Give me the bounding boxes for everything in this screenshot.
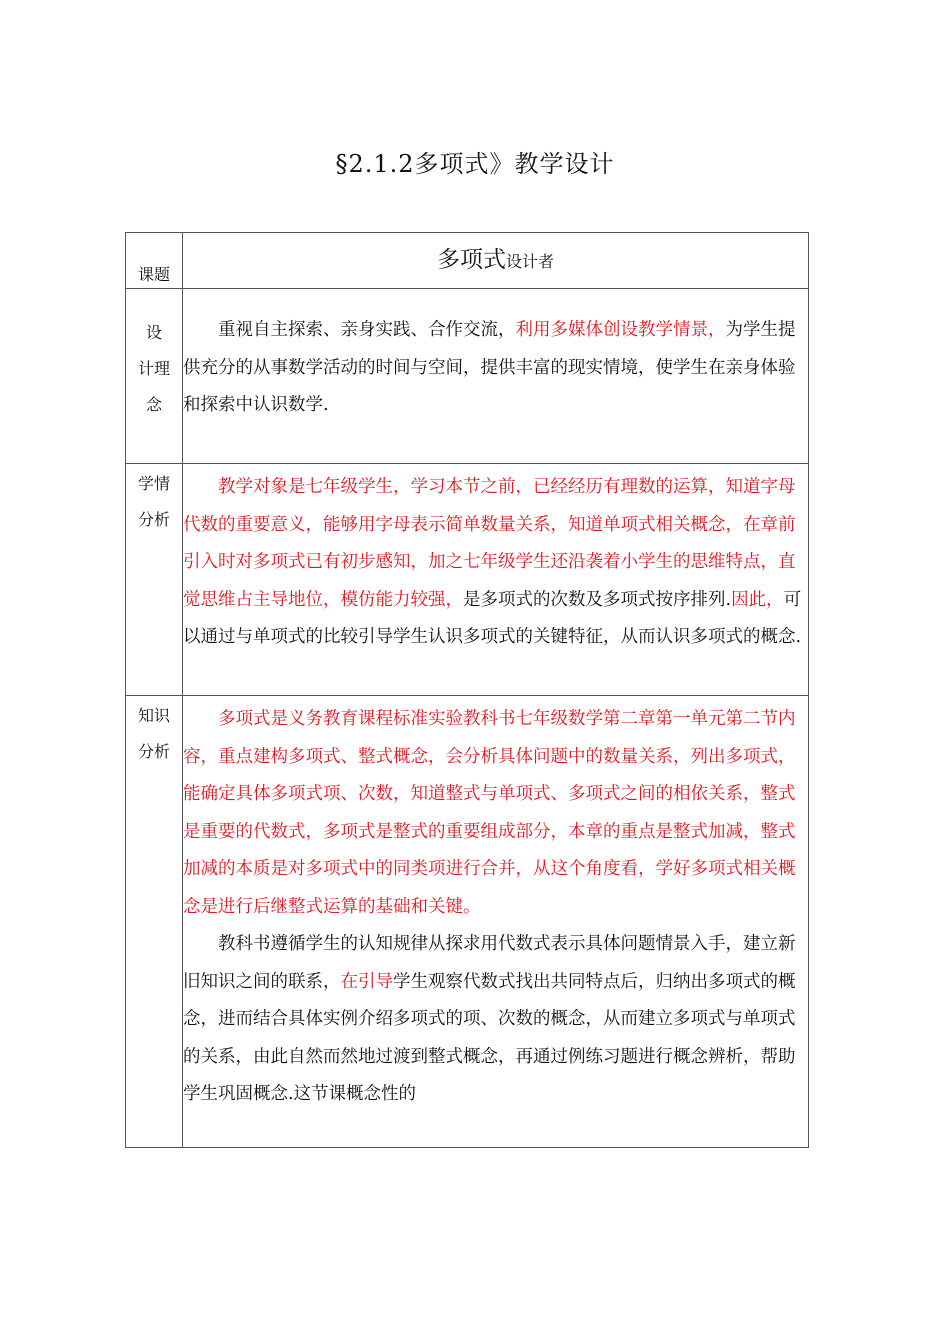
analysis-highlight: 教学对象是七年级学生，学习本节之前，已经经历有理数的运算，知道字母代数的重要意义，能够用字母表示简单数量关系，知道单项式相关概念，在章前引入时对多项式已有初步感知，加之七年级学生还沿袭着小学生的思维特点，直觉思维占主导地位，模仿能力较强， bbox=[183, 477, 796, 610]
concept-highlight: 利用多媒体创设教学情景， bbox=[515, 320, 726, 340]
knowledge-analysis-label bbox=[126, 696, 183, 1148]
label-line: 分析 bbox=[137, 510, 170, 529]
learner-analysis-row bbox=[126, 464, 809, 696]
concept-text-part: 重视自主探索、亲身实践、合作交流， bbox=[218, 320, 516, 340]
knowledge-analysis-text bbox=[183, 696, 809, 1148]
document-title: §2.1.2多项式》教学设计 bbox=[335, 150, 615, 178]
concept-text-part: 为学生提供充分的从事数学活动的时间与空间，提供丰富的现实情境，使学生在亲身体验和探索中认识数学. bbox=[183, 320, 796, 415]
label-line: 设 bbox=[145, 323, 162, 342]
label-line: 分析 bbox=[137, 742, 170, 761]
designer-label: 设计者 bbox=[505, 251, 554, 271]
knowledge-text-part: 教科书遵循学生的认知规律从探求用代数式表示具体问题情景入手，建立新旧知识之间的联系， bbox=[183, 934, 796, 992]
label-line: 念 bbox=[145, 395, 162, 414]
learner-analysis-label bbox=[126, 464, 183, 696]
topic-value: 多项式 bbox=[436, 246, 506, 273]
analysis-text-part: 可以通过与单项式的比较引导学生认识多项式的关键特征，从而认识多项式的概念. bbox=[183, 589, 802, 647]
design-concept-text bbox=[183, 289, 809, 464]
label-line: 知识 bbox=[137, 706, 170, 725]
learner-analysis-text bbox=[183, 464, 809, 696]
analysis-text-part: 是多项式的次数及多项式按序排列. bbox=[463, 589, 732, 610]
label-line: 计理 bbox=[137, 359, 170, 378]
analysis-highlight: 因此， bbox=[731, 589, 784, 610]
knowledge-text-part: 学生观察代数式找出共同特点后，归纳出多项式的概念，进而结合具体实例介绍多项式的项、次数的概念，从而建立多项式与单项式的关系，由此自然而然地过渡到整式概念，再通过例练习题进行概念辨析，帮助学生巩固概念.这节课概念性的 bbox=[183, 971, 796, 1104]
knowledge-paragraph-1: 多项式是义务教育课程标准实验教科书七年级数学第二章第一单元第二节内容，重点建构多项式、整式概念，会分析具体问题中的数量关系，列出多项式，能确定具体多项式项、次数，知道整式与单项式、多项式之间的相依关系，整式是重要的代数式，多项式是整式的重要组成部分，本章的重点是整式加减，整式加减的本质是对多项式中的同类项进行合并，从这个角度看，学好多项式相关概念是进行后继整式运算的基础和关键。 bbox=[183, 709, 796, 917]
topic-row bbox=[126, 233, 809, 289]
knowledge-analysis-row bbox=[126, 696, 809, 1148]
knowledge-highlight: 在引导 bbox=[340, 971, 393, 992]
design-concept-label bbox=[126, 289, 183, 464]
label-line: 学情 bbox=[137, 474, 170, 493]
topic-cell bbox=[183, 233, 809, 289]
topic-label: 课题 bbox=[126, 233, 183, 289]
design-concept-row bbox=[126, 289, 809, 464]
teaching-design-table bbox=[125, 232, 809, 1148]
knowledge-paragraph-2 bbox=[183, 926, 808, 1114]
